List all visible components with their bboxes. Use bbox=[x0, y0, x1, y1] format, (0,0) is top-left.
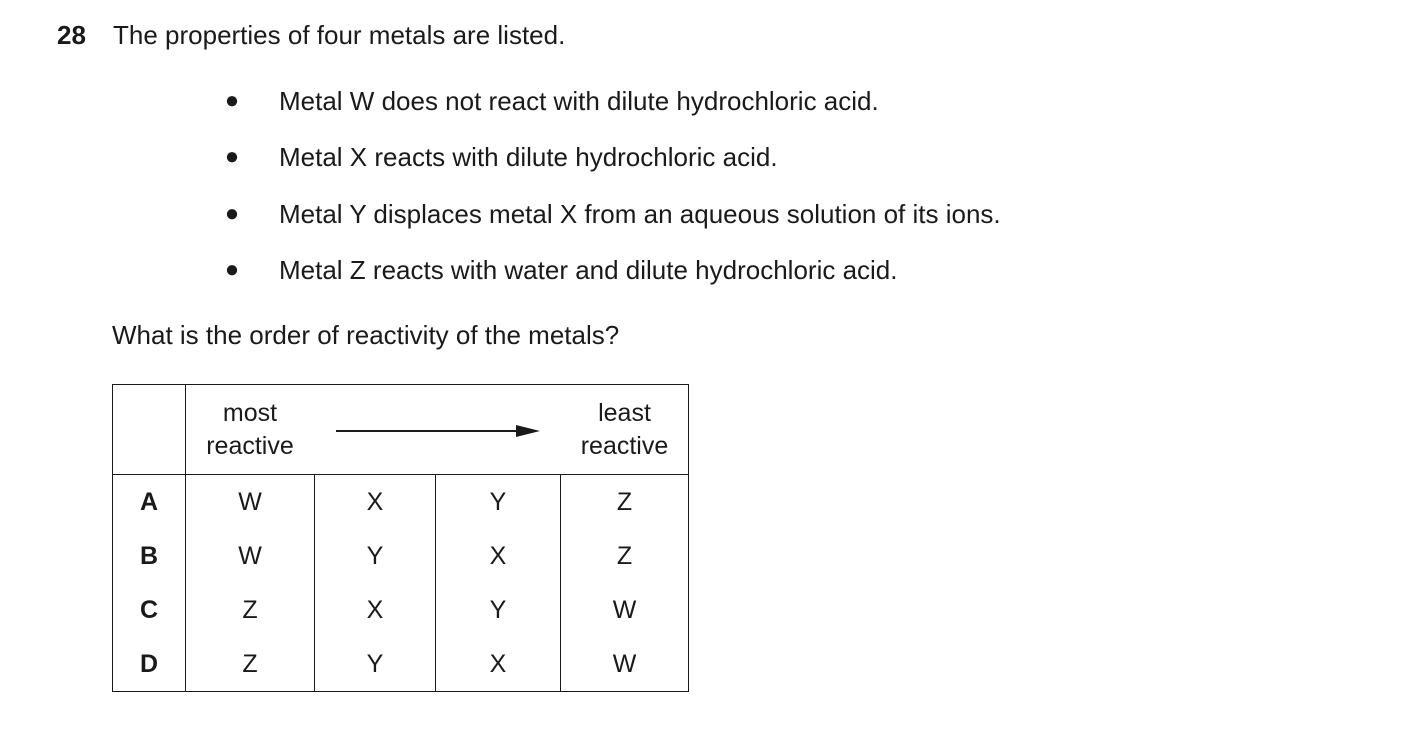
metal-cell: X bbox=[436, 637, 561, 692]
metal-cell: W bbox=[561, 637, 689, 692]
option-letter: D bbox=[113, 637, 186, 692]
property-text: Metal X reacts with dilute hydrochloric acid. bbox=[279, 142, 778, 173]
property-text: Metal W does not react with dilute hydrochloric acid. bbox=[279, 86, 879, 116]
header-empty-cell bbox=[113, 385, 186, 475]
metal-cell: W bbox=[561, 583, 689, 637]
option-letter: B bbox=[113, 529, 186, 583]
table-row bbox=[113, 583, 689, 637]
bullet-icon: ● bbox=[224, 199, 240, 227]
bullet-icon: ● bbox=[224, 87, 240, 114]
arrow-right-icon bbox=[334, 421, 544, 441]
metal-cell: Y bbox=[315, 529, 436, 583]
property-text: Metal Y displaces metal X from an aqueous solution of its ions. bbox=[279, 198, 1001, 229]
bullet-icon: ● bbox=[224, 143, 240, 171]
metal-cell: Z bbox=[186, 583, 315, 637]
property-text: Metal Z reacts with water and dilute hydrochloric acid. bbox=[279, 254, 898, 285]
metal-cell: Y bbox=[436, 475, 561, 530]
metal-cell: Z bbox=[186, 637, 315, 692]
metal-cell: Y bbox=[315, 637, 436, 692]
metal-cell: Z bbox=[561, 475, 689, 530]
option-letter: C bbox=[113, 583, 186, 637]
metal-cell: X bbox=[436, 529, 561, 583]
table-row bbox=[113, 637, 689, 692]
question-stem: The properties of four metals are listed. bbox=[113, 20, 566, 50]
table-header-row bbox=[113, 385, 689, 475]
reactivity-header bbox=[186, 385, 689, 475]
metal-cell: X bbox=[315, 475, 436, 530]
metal-cell: W bbox=[186, 529, 315, 583]
table-row bbox=[113, 529, 689, 583]
option-letter: A bbox=[113, 475, 186, 530]
metal-cell: Z bbox=[561, 529, 689, 583]
table-row bbox=[113, 475, 689, 530]
metal-cell: Y bbox=[436, 583, 561, 637]
bullet-icon: ● bbox=[224, 255, 240, 283]
answer-table bbox=[112, 384, 689, 692]
metal-cell: X bbox=[315, 583, 436, 637]
most-reactive-label: most reactive bbox=[206, 399, 294, 460]
question-prompt: What is the order of reactivity of the metals? bbox=[112, 320, 620, 350]
least-reactive-label: least reactive bbox=[580, 399, 669, 460]
metal-cell: W bbox=[186, 475, 315, 530]
question-number: 28 bbox=[57, 20, 86, 50]
